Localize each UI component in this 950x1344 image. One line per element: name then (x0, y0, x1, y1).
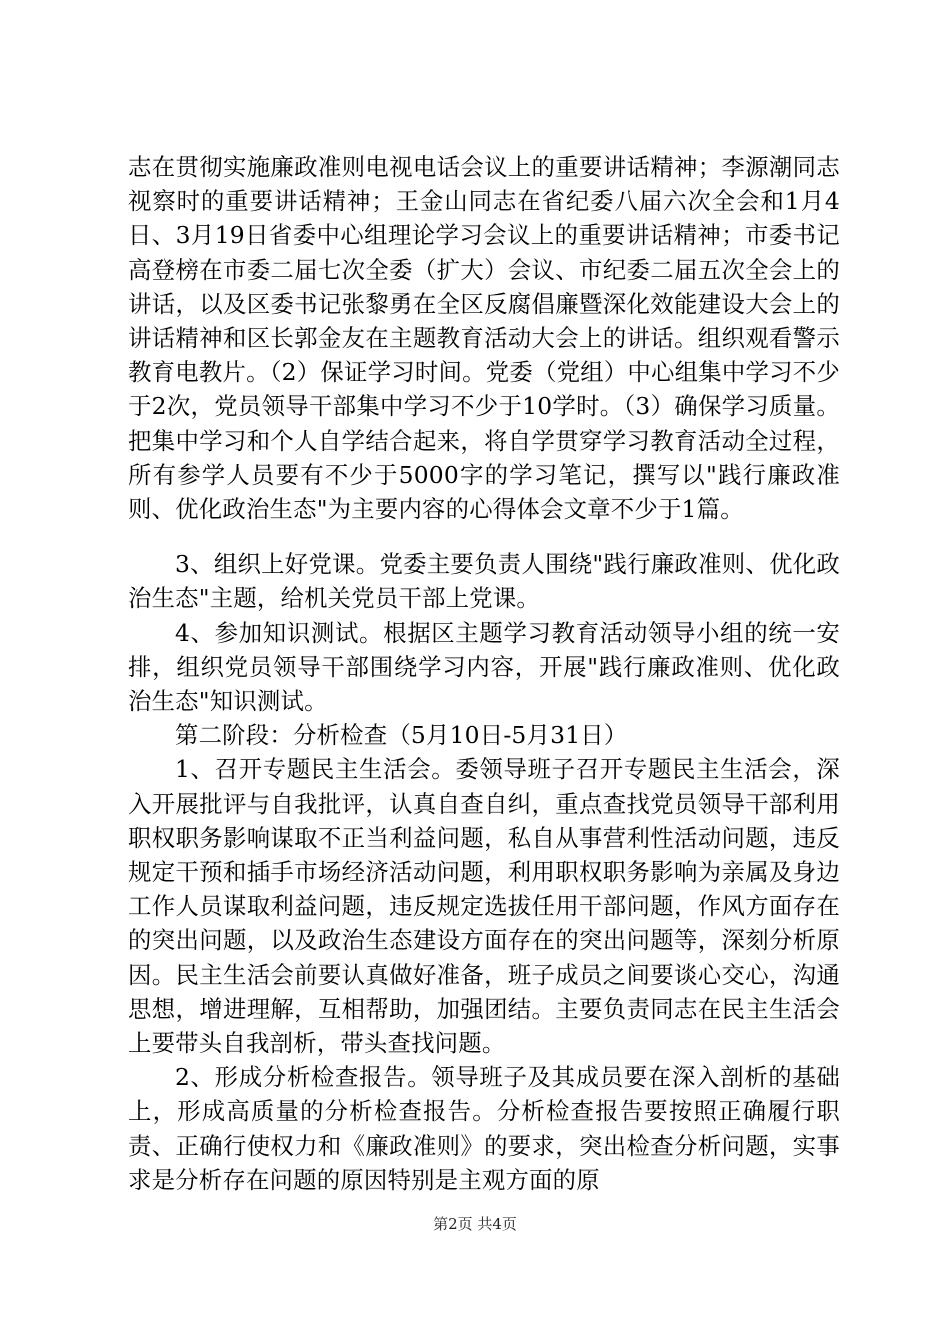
paragraph-analysis-report: 2、形成分析检查报告。领导班子及其成员要在深入剖析的基础上，形成高质量的分析检查报告。分析检查报告要按照正确履行职责、正确行使权力和《廉政准则》的要求，突出检查分析问题，实事求是分析存在问题的原因特别是主观方面的原 (128, 1063, 840, 1194)
section-heading-stage-two: 第二阶段：分析检查（5月10日-5月31日） (175, 721, 628, 750)
paragraph-knowledge-test: 4、参加知识测试。根据区主题学习教育活动领导小组的统一安排，组织党员领导干部围绕学习内容，开展"践行廉政准则、优化政治生态"知识测试。 (128, 618, 840, 716)
document-body (128, 150, 840, 1197)
paragraph-continuation: 志在贯彻实施廉政准则电视电话会议上的重要讲话精神；李源潮同志视察时的重要讲话精神；王金山同志在省纪委八届六次全会和1月4日、3月19日省委中心组理论学习会议上的重要讲话精神；市委书记高登榜在市委二届七次全委（扩大）会议、市纪委二届五次全会上的讲话，以及区委书记张黎勇在全区反腐倡廉暨深化效能建设大会上的讲话精神和区长郭金友在主题教育活动大会上的讲话。组织观看警示教育电教片。（2）保证学习时间。党委（党组）中心组集中学习不少于2次，党员领导干部集中学习不少于10学时。（3）确保学习质量。把集中学习和个人自学结合起来，将自学贯穿学习教育活动全过程，所有参学人员要有不少于5000字的学习笔记，撰写以"践行廉政准则、优化政治生态"为主要内容的心得体会文章不少于1篇。 (128, 153, 840, 524)
paragraph-party-lecture: 3、组织上好党课。党委主要负责人围绕"践行廉政准则、优化政治生态"主题，给机关党员干部上党课。 (128, 550, 840, 613)
paragraph-democratic-life-meeting: 1、召开专题民主生活会。委领导班子召开专题民主生活会，深入开展批评与自我批评，认真自查自纠，重点查找党员领导干部利用职权职务影响谋取不正当利益问题，私自从事营利性活动问题，违反规定干预和插手市场经济活动问题，利用职权职务影响为亲属及身边工作人员谋取利益问题，违反规定选拔任用干部问题，作风方面存在的突出问题，以及政治生态建设方面存在的突出问题等，深刻分析原因。民主生活会前要认真做好准备，班子成员之间要谈心交心，沟通思想，增进理解，互相帮助，加强团结。主要负责同志在民主生活会上要带头自我剖析，带头查找问题。 (128, 755, 840, 1058)
page-number-footer: 第2页 共4页 (433, 1215, 517, 1233)
